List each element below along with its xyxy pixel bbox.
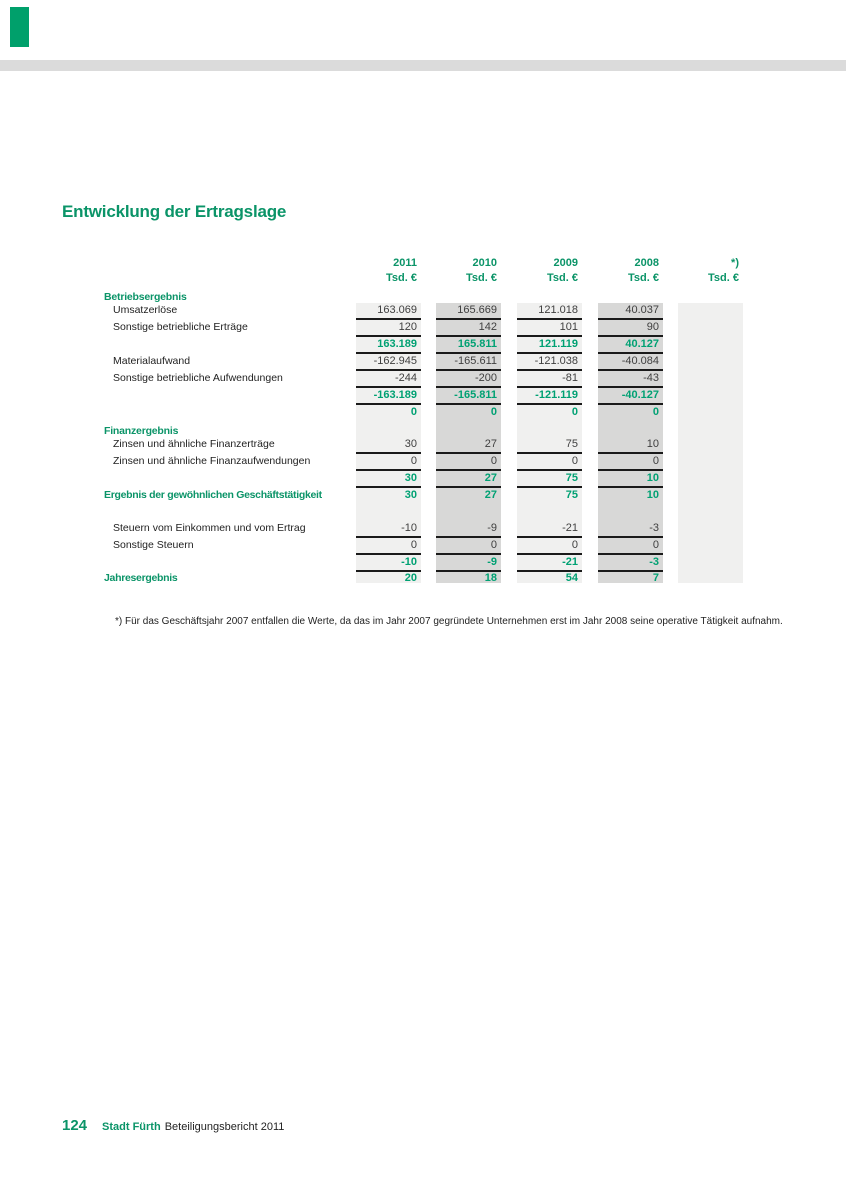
table-row [104,471,752,488]
row-label: Betriebsergebnis [104,291,187,303]
value-cell: 121.018 [517,303,582,320]
page-footer [62,1117,284,1134]
table-row [104,371,752,388]
row-label: Jahresergebnis [104,572,178,584]
table-row [104,555,752,572]
value-cell: 27 [436,437,501,454]
value-cell: 0 [652,406,659,418]
table-row [104,291,752,303]
row-label: Materialaufwand [113,355,191,367]
value-cell: 20 [404,572,417,584]
row-label: Sonstige Steuern [113,539,194,551]
value-cell: -40.127 [598,388,663,405]
value-cell: 0 [356,454,421,471]
table-row [104,405,752,421]
earnings-table [104,256,752,585]
value-cell: -121.119 [517,388,582,405]
value-cell: 163.069 [356,303,421,320]
row-label: Steuern vom Einkommen und vom Ertrag [113,522,306,534]
row-label: Ergebnis der gewöhnlichen Geschäftstätigkeit [104,489,322,501]
table-row [104,303,752,320]
header-divider-bar [0,60,846,71]
value-cell: 40.127 [598,337,663,354]
row-label [104,337,356,354]
table-body [104,291,752,585]
value-cell: -40.084 [598,354,663,371]
year-label: 2009 [553,257,578,269]
table-row [104,572,752,585]
value-cell: 163.189 [356,337,421,354]
year-label: *) [731,257,739,269]
value-cell: 75 [517,471,582,488]
table-row [104,454,752,471]
value-cell: -81 [517,371,582,388]
value-cell: 54 [565,572,578,584]
row-label [104,505,356,521]
header-label-spacer [104,256,356,286]
value-cell: 27 [436,471,501,488]
year-header [598,256,663,286]
value-cell: -200 [436,371,501,388]
footer-brand: Stadt Fürth [102,1121,161,1133]
page-number: 124 [62,1117,88,1134]
value-cell: 30 [356,437,421,454]
value-cell: -21 [517,555,582,572]
value-cell: 30 [404,489,417,501]
row-label [104,471,356,488]
year-header [517,256,582,286]
value-cell: 165.811 [436,337,501,354]
value-cell: -10 [356,555,421,572]
value-cell: 75 [517,437,582,454]
table-row [104,354,752,371]
row-label: Zinsen und ähnliche Finanzaufwendungen [113,455,311,467]
value-cell: 0 [517,538,582,555]
table-row [104,388,752,405]
footer-report-title: Beteiligungsbericht 2011 [164,1121,285,1133]
value-cell: 101 [517,320,582,337]
year-label: 2008 [634,257,659,269]
value-cell: 0 [598,454,663,471]
value-cell: 0 [490,406,497,418]
value-cell: 90 [598,320,663,337]
table-row [104,437,752,454]
value-cell: 0 [436,538,501,555]
value-cell: 40.037 [598,303,663,320]
row-label [104,555,356,572]
logo-mark [10,7,29,47]
unit-label: Tsd. € [708,272,739,284]
value-cell: 10 [598,471,663,488]
year-header [678,256,743,286]
year-label: 2011 [393,257,417,269]
value-cell: -43 [598,371,663,388]
value-cell: 18 [484,572,497,584]
value-cell: 10 [598,437,663,454]
value-cell: 0 [410,406,417,418]
value-cell: -9 [436,521,501,538]
value-cell: -163.189 [356,388,421,405]
page-title: Entwicklung der Ertragslage [62,202,287,221]
value-cell: -3 [598,521,663,538]
value-cell: -244 [356,371,421,388]
value-cell: 27 [484,489,497,501]
unit-label: Tsd. € [386,272,417,284]
unit-label: Tsd. € [466,272,497,284]
row-label: Zinsen und ähnliche Finanzerträge [113,438,275,450]
value-cell: 10 [646,489,659,501]
value-cell: -9 [436,555,501,572]
value-cell: 0 [517,454,582,471]
row-label: Umsatzerlöse [113,304,178,316]
table-row [104,521,752,538]
value-cell: 0 [436,454,501,471]
row-label: Sonstige betriebliche Aufwendungen [113,372,283,384]
footnote: *) Für das Geschäftsjahr 2007 entfallen die Werte, da das im Jahr 2007 gegründete Unternehmen erst im Jahr 2008 seine operative Tätigkeit aufnahm. [115,616,783,627]
value-cell: 30 [356,471,421,488]
value-cell: -165.811 [436,388,501,405]
unit-label: Tsd. € [547,272,578,284]
value-cell: -121.038 [517,354,582,371]
value-cell: 0 [571,406,578,418]
table-row [104,320,752,337]
row-label: Finanzergebnis [104,425,179,437]
value-cell: -10 [356,521,421,538]
year-header [356,256,421,286]
value-cell: 0 [598,538,663,555]
table-row [104,337,752,354]
row-label: Sonstige betriebliche Erträge [113,321,248,333]
table-header [104,256,752,286]
value-cell: 0 [356,538,421,555]
table-row [104,505,752,521]
value-cell: 165.669 [436,303,501,320]
value-cell: -21 [517,521,582,538]
unit-label: Tsd. € [628,272,659,284]
value-cell: 142 [436,320,501,337]
value-cell: 120 [356,320,421,337]
year-header [436,256,501,286]
year-label: 2010 [472,257,497,269]
value-cell: 7 [652,572,659,584]
value-cell: 75 [565,489,578,501]
value-cell: -165.611 [436,354,501,371]
table-row [104,538,752,555]
row-label [104,405,356,421]
row-label [104,388,356,405]
value-cell: 121.119 [517,337,582,354]
value-cell: -162.945 [356,354,421,371]
value-cell: -3 [598,555,663,572]
table-row [104,421,752,437]
table-row [104,488,752,505]
